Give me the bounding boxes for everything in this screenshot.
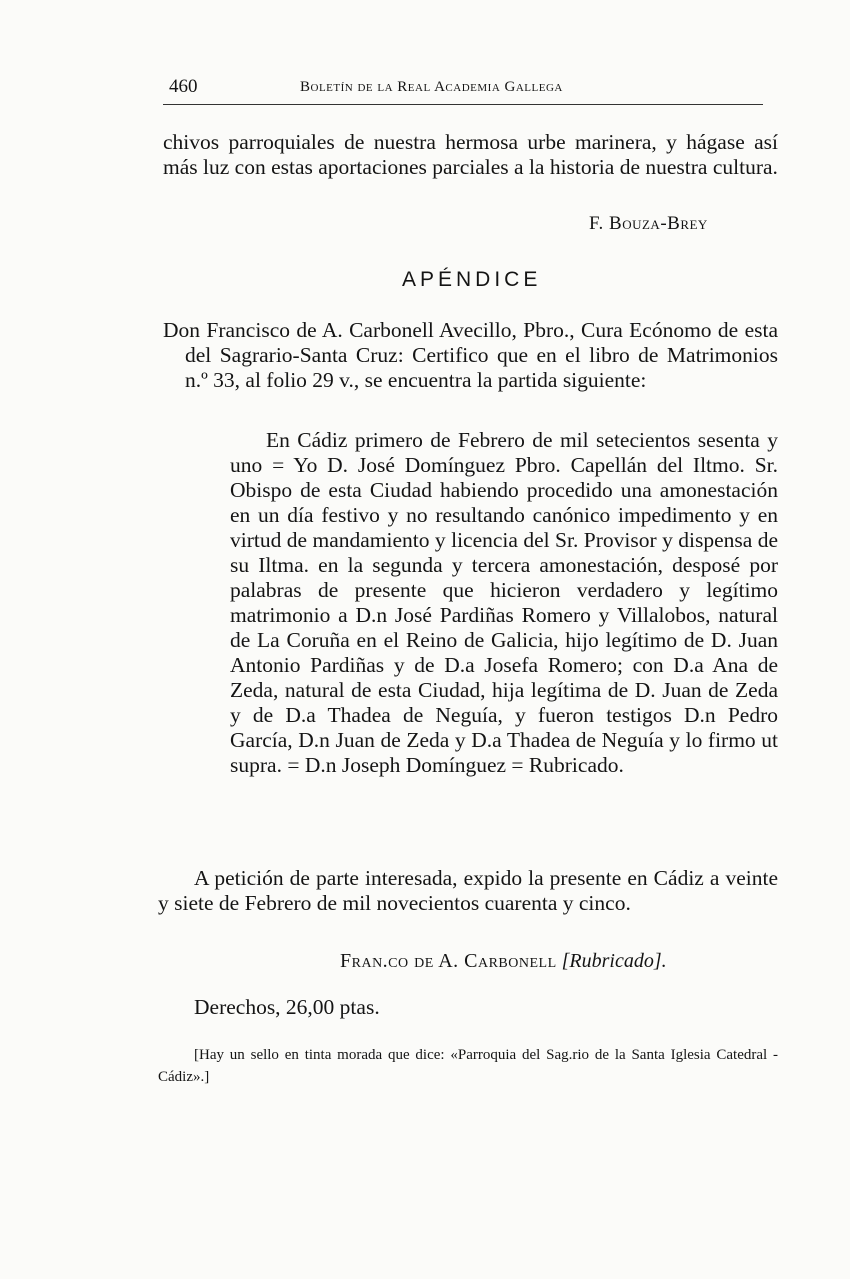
fees-line: Derechos, 26,00 ptas. (194, 995, 380, 1019)
appendix-heading: APÉNDICE (402, 268, 542, 291)
intro-paragraph: chivos parroquiales de nuestra hermosa urbe marinera, y hágase así más luz con estas aportaciones parciales a la historia de nuestra cultura. (163, 130, 778, 179)
signature-name: Fran.co de A. Carbonell (340, 950, 557, 972)
certificate-intro: Don Francisco de A. Carbonell Avecillo, Pbro., Cura Ecónomo de esta del Sagrario-Santa Cruz: Certifico que en el libro de Matrimonios n.º 33, al folio 29 v., se encuentra la partida siguiente: (163, 318, 778, 392)
seal-footnote: [Hay un sello en tinta morada que dice: «Parroquia del Sag.rio de la Santa Iglesia Catedral - Cádiz».] (158, 1047, 778, 1085)
running-title: Boletín de la Real Academia Gallega (300, 79, 563, 95)
signature-note: [Rubricado]. (561, 950, 667, 972)
page-header (163, 76, 763, 105)
priest-signature (340, 950, 667, 973)
page-number: 460 (169, 76, 198, 97)
marriage-record-entry: En Cádiz primero de Febrero de mil setecientos sesenta y uno = Yo D. José Domínguez Pbro. Capellán del Iltmo. Sr. Obispo de esta Ciudad habiendo procedido una amonestación en un día festivo y no resultando canónico impedimento y en virtud de mandamiento y licencia del Sr. Provisor y dispensa de su Iltma. en la segunda y tercera amonestación, desposé por palabras de presente que hicieron verdadero y legítimo matrimonio a D.n José Pardiñas Romero y Villalobos, natural de La Coruña en el Reino de Galicia, hijo legítimo de D. Juan Antonio Pardiñas y de D.a Josefa Romero; con D.a Ana de Zeda, natural de esta Ciudad, hija legítima de D. Juan de Zeda y de D.a Thadea de Neguía, y fueron testigos D.n Pedro García, D.n Juan de Zeda y D.a Thadea de Neguía y lo firmo ut supra. = D.n Joseph Domínguez = Rubricado. (230, 428, 778, 777)
author-signature: F. Bouza-Brey (589, 213, 708, 234)
issue-statement: A petición de parte interesada, expido la presente en Cádiz a veinte y siete de Febrero de mil novecientos cuarenta y cinco. (158, 866, 778, 915)
